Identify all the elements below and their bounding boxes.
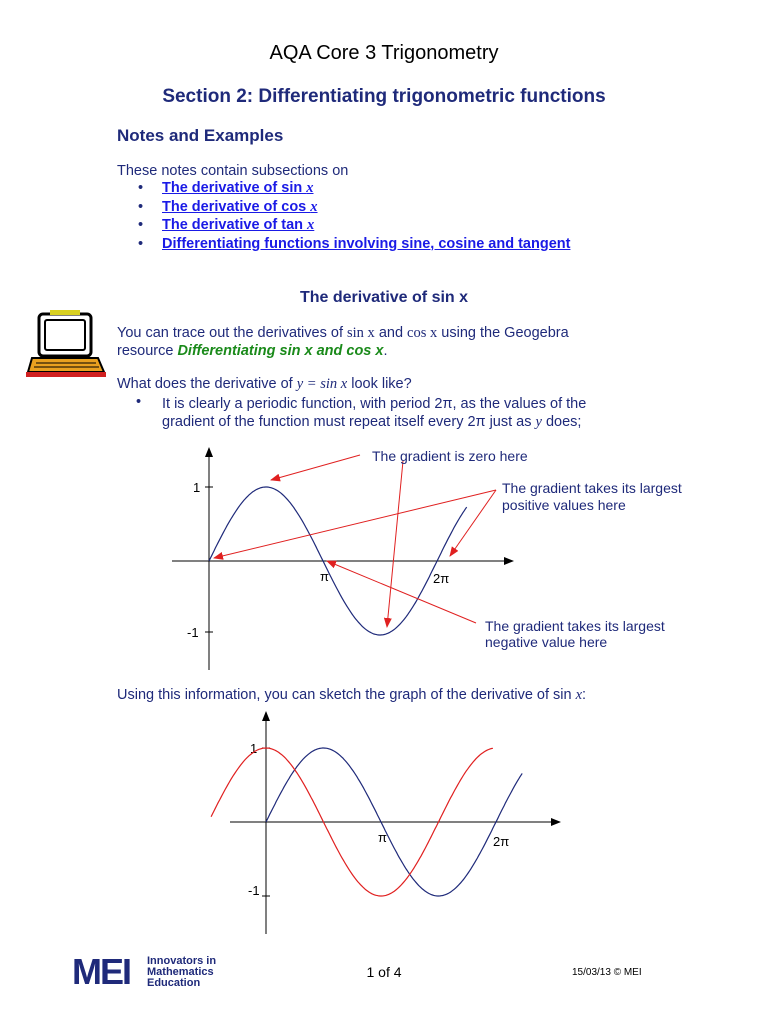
section-title: Section 2: Differentiating trigonometric functions: [162, 86, 606, 107]
toc-link-tan[interactable]: The derivative of tan x: [162, 217, 315, 233]
page-number: 1 of 4: [366, 964, 402, 980]
annotation-gradient-negative-1: The gradient takes its largest: [485, 618, 665, 634]
annotation-gradient-positive-2: positive values here: [502, 497, 626, 513]
arrow-zero-max: [271, 455, 360, 480]
derivative-graph: [0, 700, 768, 940]
bullet-marker: •: [136, 394, 142, 410]
toc-item: [117, 236, 570, 255]
toc-link-sin[interactable]: The derivative of sin x: [162, 180, 314, 196]
label-2pi: 2π: [493, 834, 510, 849]
trace-paragraph: You can trace out the derivatives of sin x and cos x using the Geogebra resource Differentiating sin x and cos x.: [117, 325, 569, 359]
toc-link-functions[interactable]: Differentiating functions involving sine, cosine and tangent: [162, 235, 571, 252]
sine-graph: [0, 440, 768, 680]
table-of-contents: [117, 180, 570, 254]
question-text: What does the derivative of y = sin x look like?: [117, 376, 412, 392]
label-1: 1: [193, 480, 201, 495]
arrow-zero-min: [387, 461, 403, 627]
label-minus-1: -1: [248, 883, 260, 898]
annotation-gradient-negative-2: negative value here: [485, 634, 608, 650]
toc-item: [117, 217, 570, 236]
toc-link-cos[interactable]: The derivative of cos x: [162, 198, 318, 215]
toc-item: [117, 199, 570, 218]
bullet-text: It is clearly a periodic function, with period 2π, as the values of the gradient of the function must repeat itself every 2π just as y does;: [162, 396, 587, 430]
logo-tagline: Innovators in Mathematics Education: [147, 955, 217, 989]
toc-item: [117, 180, 570, 199]
subsection-title: The derivative of sin x: [299, 289, 469, 306]
annotation-gradient-positive-1: The gradient takes its largest: [502, 480, 682, 496]
notes-heading: Notes and Examples: [117, 126, 284, 145]
label-1: 1: [250, 741, 258, 756]
label-pi: π: [378, 830, 387, 845]
label-minus-1: -1: [187, 625, 199, 640]
label-pi: π: [320, 569, 329, 584]
document-title: AQA Core 3 Trigonometry: [269, 42, 499, 64]
intro-text: These notes contain subsections on: [117, 163, 349, 179]
computer-icon: [26, 306, 106, 380]
arrow-neg-pi: [327, 561, 476, 623]
sketch-sentence: Using this information, you can sketch the graph of the derivative of sin x:: [117, 687, 587, 703]
label-2pi: 2π: [433, 571, 450, 586]
footer-date: 15/03/13 © MEI: [572, 967, 642, 978]
geogebra-resource-link[interactable]: Differentiating sin x and cos x: [177, 343, 384, 359]
arrow-pos-origin: [214, 490, 496, 558]
annotation-gradient-zero: The gradient is zero here: [372, 448, 528, 464]
svg-text:MEI: MEI: [72, 954, 131, 988]
